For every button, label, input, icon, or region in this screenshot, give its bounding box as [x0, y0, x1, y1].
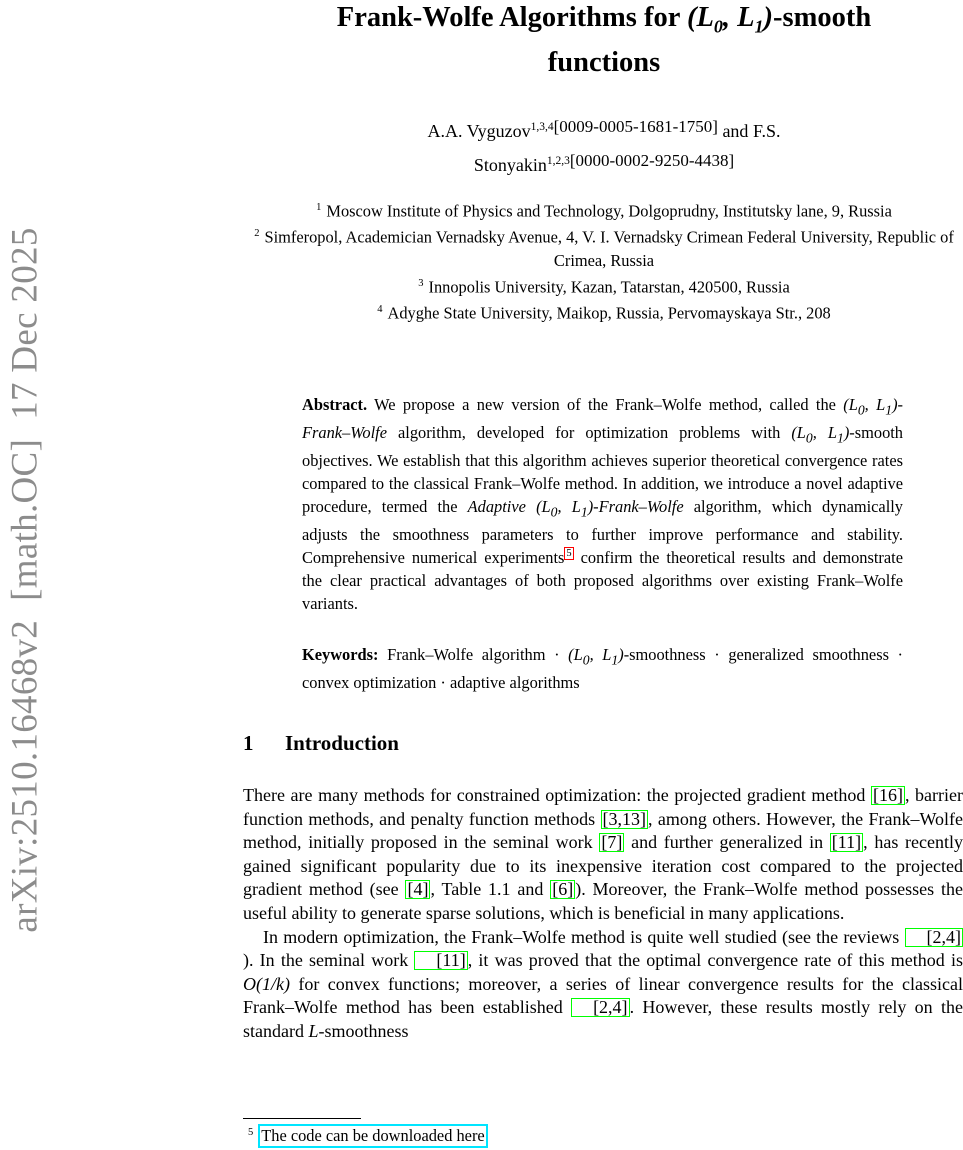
abstract-label: Abstract.	[302, 395, 368, 414]
arxiv-side-stamp	[0, 0, 50, 1150]
citation-4[interactable]: [4]	[407, 879, 429, 900]
affiliations	[250, 196, 958, 325]
section-heading-introduction: 1 Introduction	[243, 731, 399, 755]
citation-16[interactable]: [16]	[872, 785, 903, 805]
keywords: Keywords: Frank–Wolfe algorithm · ($L_0$, $L_1$)-smoothness · generalized smoothness · convex optimization · adaptive algorithms	[302, 645, 904, 693]
abstract: Abstract. We propose a new version of the Frank–Wolfe method, called the ($L_0$, $L_1)-Frank$–Wolfe algorithm, developed for optimization problems with ($L_0$, $L_1$)-smooth objectives. We establish that this algorithm achieves superior theoretical convergence rates compared to the classical Frank–Wolfe method. In addition, we introduce a novel adaptive procedure, termed the Adaptive ($L_0$, $L_1)-Frank$–Wolfe algorithm, which dynamically adjusts the smoothness parameters to further improve performance and stability. Comprehensive numerical experiments 5 confirm the theoretical results and demonstrate the clear practical advantages of both proposed algorithms over existing Frank–Wolfe variants.	[302, 395, 904, 614]
citation-11[interactable]: [11]	[831, 832, 862, 853]
citation-2-4-b[interactable]: [2,4]	[571, 998, 630, 1017]
code-download-link[interactable]: The code can be downloaded here	[258, 1124, 487, 1148]
footnote-5: $^5$ The code can be downloaded here	[248, 1121, 488, 1148]
author-list: A.A. Vyguzov$^{1,3,4}$[0009-0005-1681-1750] and F.S. Stonyakin$^{1,2,3}$[0000-0002-9250-4438]	[427, 117, 781, 175]
affiliation-1: $^1$ Moscow Institute of Physics and Technology, Dolgoprudny, Institutsky lane, 9, Russia	[316, 201, 892, 221]
citation-3-13[interactable]: [3,13]	[602, 808, 647, 829]
paragraph-1: There are many methods for constrained optimization: the projected gradient method [16] , barrier function methods, and penalty function methods [3,13] , among others. However, the Frank–Wolfe method, initially proposed in the seminal work [7] and further generalized in [11] , has recently gained significant popularity due to its inexpensive iteration cost compared to the projected gradient method (see [4] , Table 1.1 and [6] ). Moreover, the Frank–Wolfe method possesses the useful ability to generate sparse solutions, which is beneficial in many applications.	[243, 785, 963, 923]
footnote-divider	[243, 1118, 361, 1119]
citation-6[interactable]: [6]	[552, 879, 574, 900]
citation-7[interactable]: [7]	[601, 832, 623, 853]
author-1: A.A. Vyguzov$^{1,3,4}$[0009-0005-1681-1750]	[427, 117, 718, 141]
arxiv-stamp-text: arXiv:2510.16468v2 [math.OC] 17 Dec 2025	[4, 227, 46, 933]
title-math: ($L_0$, $L_1$)	[686, 2, 774, 37]
affiliation-2: $^2$ Simferopol, Academician Vernadsky Avenue, 4, V. I. Vernadsky Crimean Federal University, Republic of Crimea, Russia	[254, 227, 954, 270]
footnote-5-link[interactable]: 5	[566, 548, 572, 560]
paper-title: Frank-Wolfe Algorithms for ($L_0$, $L_1$)-smooth functions	[336, 2, 872, 78]
affiliation-3: $^3$ Innopolis University, Kazan, Tatarstan, 420500, Russia	[418, 277, 790, 297]
introduction-body	[243, 784, 963, 1044]
orcid-2: [0000-0002-9250-4438]	[569, 151, 735, 170]
orcid-1: [0009-0005-1681-1750]	[553, 117, 718, 136]
keywords-label: Keywords:	[302, 645, 379, 664]
author-2: Stonyakin$^{1,2,3}$[0000-0002-9250-4438]	[473, 151, 735, 175]
citation-2-4[interactable]: [2,4]	[905, 928, 963, 947]
citation-11-b[interactable]: [11]	[414, 951, 467, 970]
paragraph-2: In modern optimization, the Frank–Wolfe method is quite well studied (see the reviews [2,4]). In the seminal work [11] , it was proved that the optimal convergence rate of this method is O(1/k) for convex functions; moreover, a series of linear convergence results for the classical Frank–Wolfe method has been established [2,4] . However, these results mostly rely on the standard L-smoothness	[243, 926, 963, 1041]
affiliation-4: $^4$ Adyghe State University, Maikop, Russia, Pervomayskaya Str., 208	[377, 303, 831, 323]
